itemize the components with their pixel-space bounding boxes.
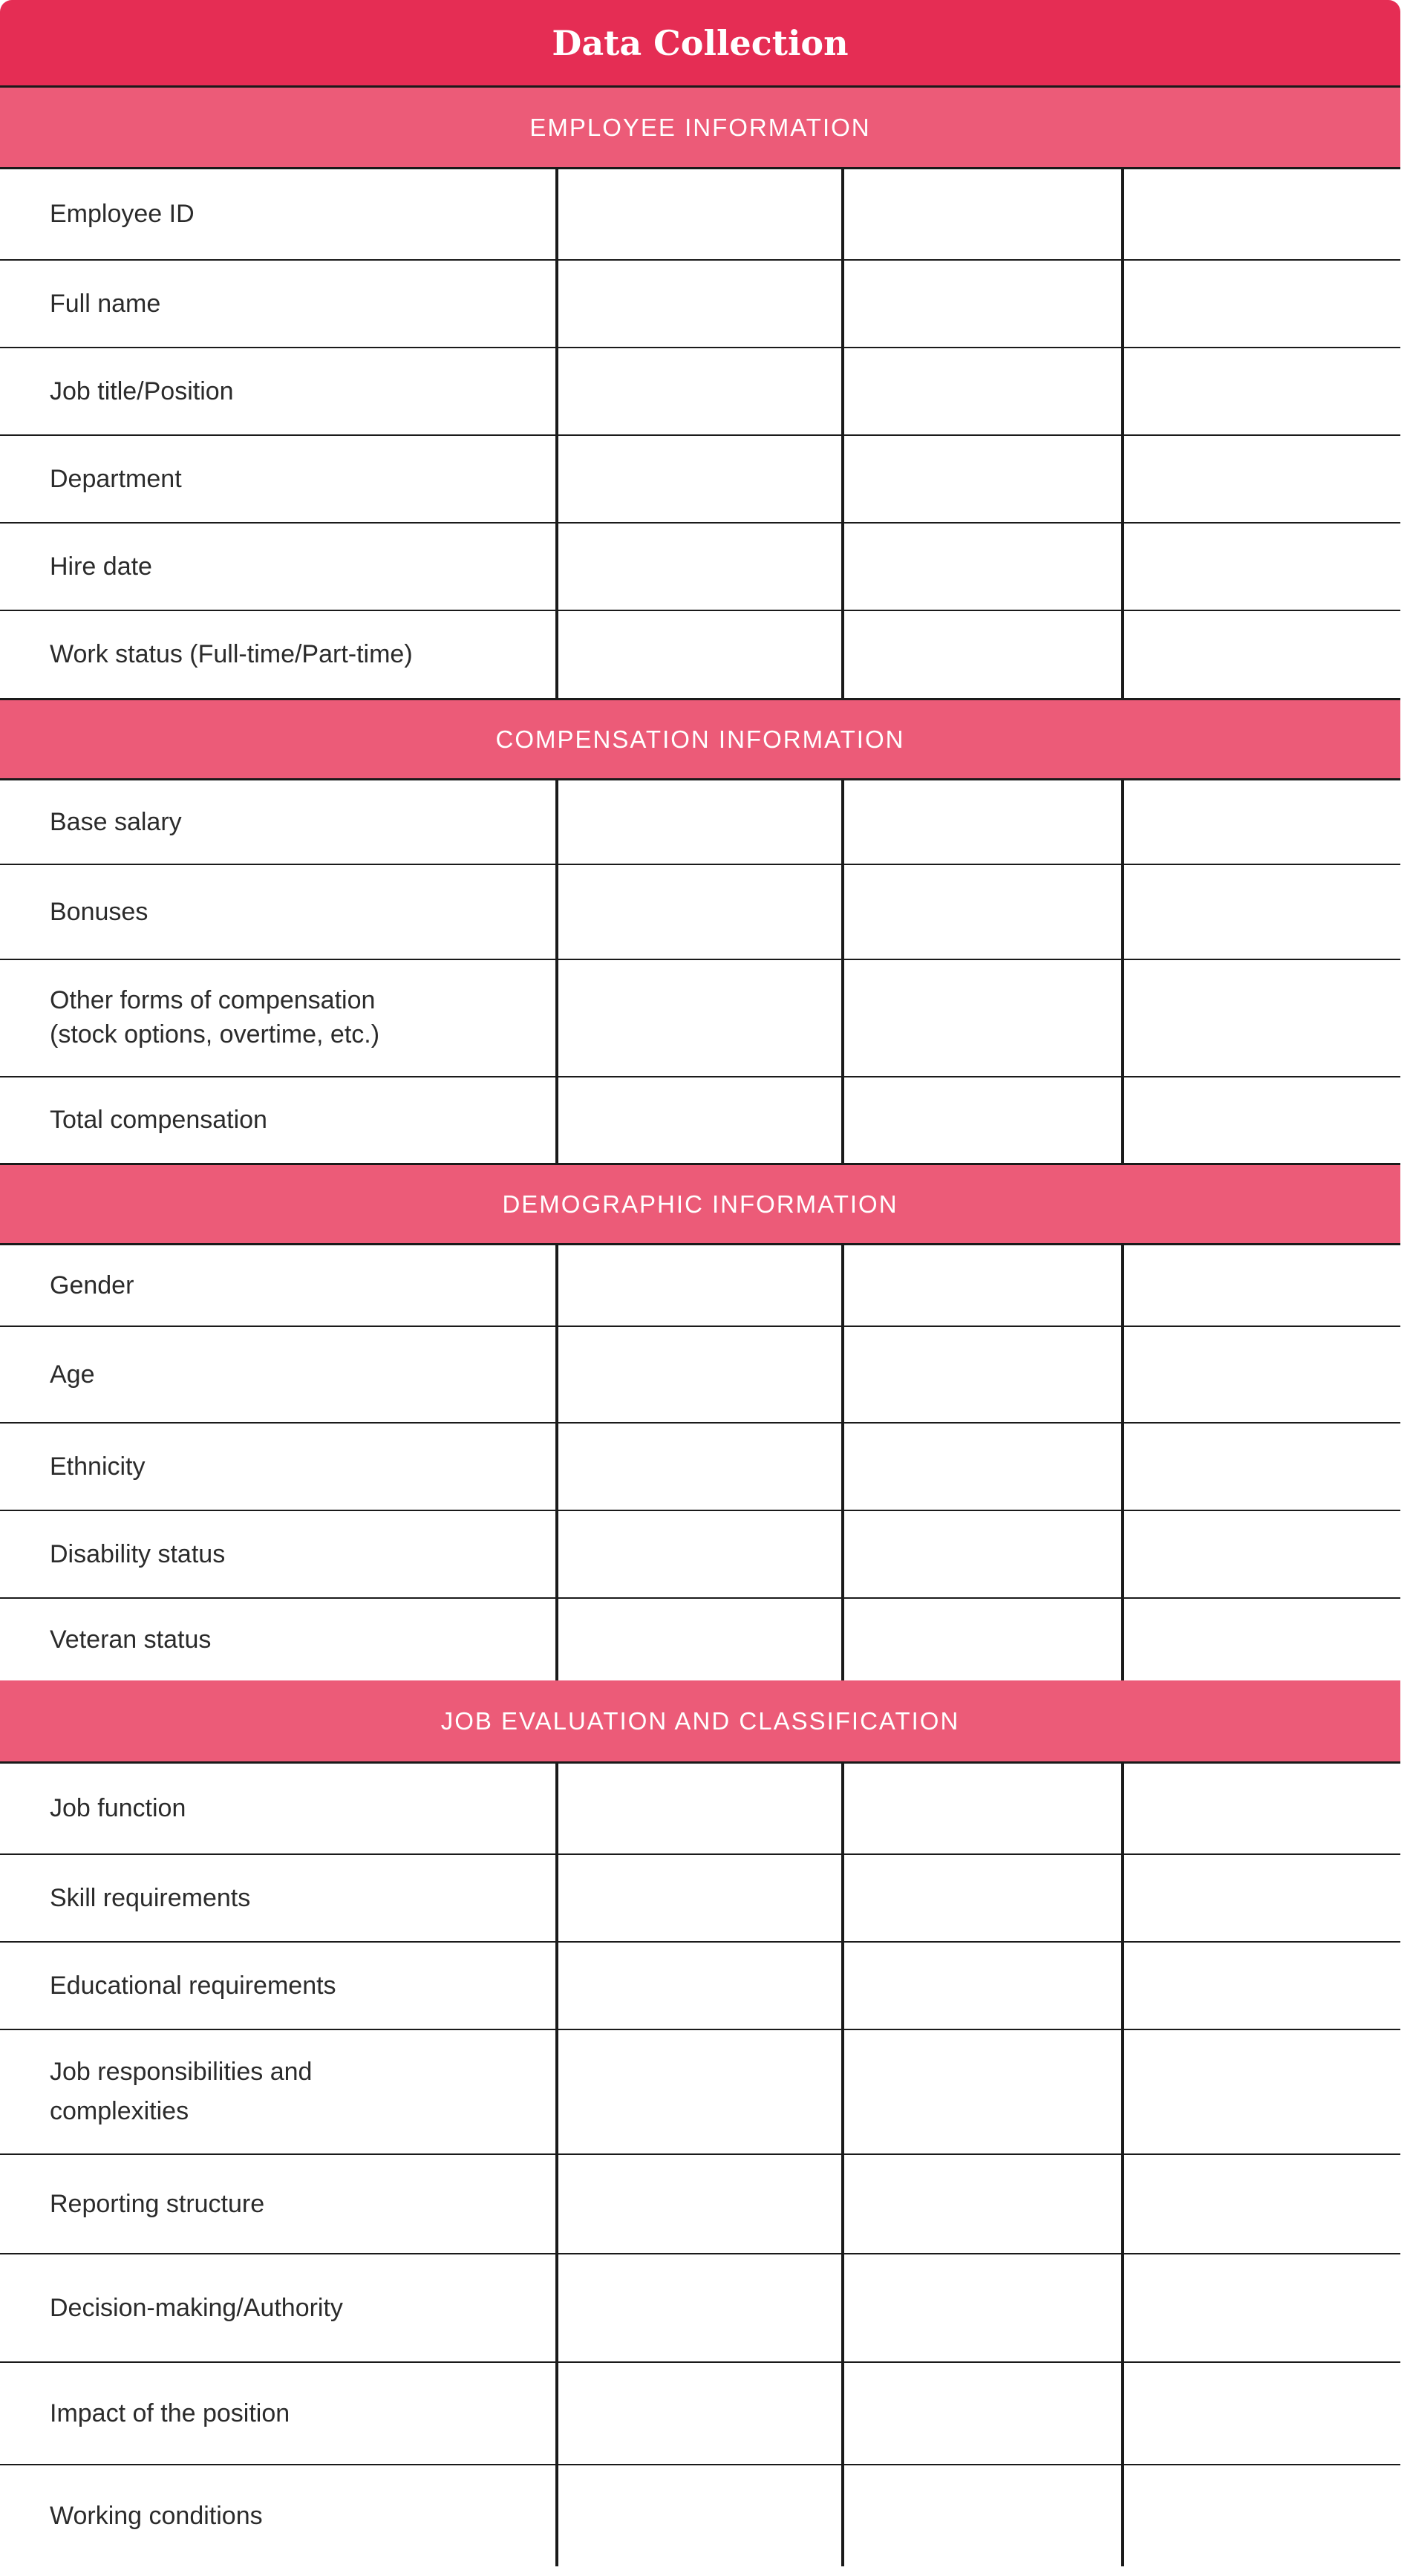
entry-cell[interactable] bbox=[841, 780, 1121, 864]
entry-cell[interactable] bbox=[841, 1764, 1121, 1853]
row-label: Ethnicity bbox=[50, 1452, 146, 1481]
table-row bbox=[0, 2030, 1400, 2155]
entry-cell[interactable] bbox=[555, 348, 841, 434]
entry-cell[interactable] bbox=[1121, 348, 1400, 434]
entry-cell[interactable] bbox=[555, 611, 841, 698]
entry-cell[interactable] bbox=[1121, 1327, 1400, 1422]
entry-cell[interactable] bbox=[841, 169, 1121, 259]
row-label: Skill requirements bbox=[50, 1883, 251, 1912]
entry-cell[interactable] bbox=[1121, 169, 1400, 259]
entry-cell[interactable] bbox=[841, 2465, 1121, 2566]
entry-cell[interactable] bbox=[555, 1943, 841, 2029]
entry-cell[interactable] bbox=[1121, 1424, 1400, 1510]
entry-cell[interactable] bbox=[555, 261, 841, 347]
table-row bbox=[0, 1764, 1400, 1855]
entry-cell[interactable] bbox=[841, 1424, 1121, 1510]
entry-cell[interactable] bbox=[555, 1764, 841, 1853]
entry-cell[interactable] bbox=[1121, 261, 1400, 347]
table-row bbox=[0, 169, 1400, 261]
entry-cell[interactable] bbox=[1121, 1764, 1400, 1853]
row-label: Reporting structure bbox=[50, 2189, 265, 2218]
row-label: Disability status bbox=[50, 1539, 226, 1568]
section-title: COMPENSATION INFORMATION bbox=[495, 725, 905, 753]
row-label: Working conditions bbox=[50, 2501, 263, 2530]
row-label: Job function bbox=[50, 1794, 186, 1823]
entry-cell[interactable] bbox=[555, 1511, 841, 1597]
table-row bbox=[0, 2465, 1400, 2566]
section-header-employee-information bbox=[0, 88, 1400, 169]
section-title: EMPLOYEE INFORMATION bbox=[529, 113, 871, 141]
row-label: Decision-making/Authority bbox=[50, 2293, 343, 2322]
table-row bbox=[0, 436, 1400, 524]
entry-cell[interactable] bbox=[1121, 865, 1400, 959]
row-label: Full name bbox=[50, 289, 161, 318]
entry-cell[interactable] bbox=[1121, 1855, 1400, 1941]
entry-cell[interactable] bbox=[841, 436, 1121, 522]
table-row bbox=[0, 348, 1400, 436]
entry-cell[interactable] bbox=[841, 1599, 1121, 1680]
table-row bbox=[0, 2363, 1400, 2465]
table-row bbox=[0, 865, 1400, 960]
entry-cell[interactable] bbox=[1121, 1077, 1400, 1163]
entry-cell[interactable] bbox=[841, 2030, 1121, 2153]
entry-cell[interactable] bbox=[1121, 524, 1400, 610]
entry-cell[interactable] bbox=[555, 865, 841, 959]
entry-cell[interactable] bbox=[555, 2030, 841, 2153]
row-label: Veteran status bbox=[50, 1625, 212, 1654]
entry-cell[interactable] bbox=[841, 960, 1121, 1076]
table-row bbox=[0, 1077, 1400, 1165]
entry-cell[interactable] bbox=[1121, 1943, 1400, 2029]
section-title: DEMOGRAPHIC INFORMATION bbox=[502, 1190, 898, 1218]
entry-cell[interactable] bbox=[555, 1424, 841, 1510]
entry-cell[interactable] bbox=[841, 1943, 1121, 2029]
entry-cell[interactable] bbox=[1121, 2363, 1400, 2464]
table-row bbox=[0, 524, 1400, 611]
section-header-demographic-information bbox=[0, 1165, 1400, 1245]
table-row bbox=[0, 1511, 1400, 1599]
table-row bbox=[0, 1327, 1400, 1424]
row-label: Age bbox=[50, 1360, 95, 1389]
entry-cell[interactable] bbox=[1121, 960, 1400, 1076]
entry-cell[interactable] bbox=[841, 1855, 1121, 1941]
table-row bbox=[0, 780, 1400, 865]
row-label: Job title/Position bbox=[50, 376, 234, 405]
row-label: Department bbox=[50, 464, 182, 493]
entry-cell[interactable] bbox=[841, 261, 1121, 347]
entry-cell[interactable] bbox=[841, 611, 1121, 698]
row-label: Gender bbox=[50, 1271, 134, 1300]
entry-cell[interactable] bbox=[1121, 2465, 1400, 2566]
entry-cell[interactable] bbox=[555, 780, 841, 864]
entry-cell[interactable] bbox=[555, 960, 841, 1076]
form-title: Data Collection bbox=[552, 22, 849, 63]
row-label: Job responsibilities and complexities bbox=[50, 2058, 313, 2125]
entry-cell[interactable] bbox=[1121, 1245, 1400, 1326]
entry-cell[interactable] bbox=[1121, 611, 1400, 698]
row-label: Base salary bbox=[50, 807, 182, 836]
entry-cell[interactable] bbox=[1121, 1599, 1400, 1680]
entry-cell[interactable] bbox=[555, 2465, 841, 2566]
entry-cell[interactable] bbox=[555, 436, 841, 522]
entry-cell[interactable] bbox=[1121, 436, 1400, 522]
title-bar bbox=[0, 0, 1400, 88]
entry-cell[interactable] bbox=[841, 1327, 1121, 1422]
section-title: JOB EVALUATION AND CLASSIFICATION bbox=[440, 1706, 960, 1735]
table-row bbox=[0, 261, 1400, 348]
entry-cell[interactable] bbox=[555, 524, 841, 610]
table-row bbox=[0, 1599, 1400, 1680]
section-header-compensation-information bbox=[0, 700, 1400, 780]
entry-cell[interactable] bbox=[1121, 1511, 1400, 1597]
table-row bbox=[0, 611, 1400, 700]
entry-cell[interactable] bbox=[555, 1327, 841, 1422]
table-row bbox=[0, 2155, 1400, 2254]
table-row bbox=[0, 1943, 1400, 2030]
entry-cell[interactable] bbox=[841, 524, 1121, 610]
entry-cell[interactable] bbox=[555, 2254, 841, 2361]
entry-cell[interactable] bbox=[555, 2155, 841, 2253]
entry-cell[interactable] bbox=[555, 2363, 841, 2464]
entry-cell[interactable] bbox=[841, 348, 1121, 434]
entry-cell[interactable] bbox=[555, 1855, 841, 1941]
row-label: Total compensation bbox=[50, 1106, 267, 1135]
section-header-job-evaluation bbox=[0, 1680, 1400, 1764]
row-label: Work status (Full-time/Part-time) bbox=[50, 640, 413, 669]
table-row bbox=[0, 1855, 1400, 1943]
entry-cell[interactable] bbox=[555, 1599, 841, 1680]
entry-cell[interactable] bbox=[1121, 2030, 1400, 2153]
entry-cell[interactable] bbox=[841, 1511, 1121, 1597]
entry-cell[interactable] bbox=[1121, 780, 1400, 864]
entry-cell[interactable] bbox=[841, 2155, 1121, 2253]
table-row bbox=[0, 1424, 1400, 1511]
row-label: Bonuses bbox=[50, 897, 148, 926]
table-row bbox=[0, 1245, 1400, 1327]
row-label: Employee ID bbox=[50, 200, 195, 229]
row-label: Other forms of compensation (stock options, overtime, etc.) bbox=[50, 986, 380, 1049]
entry-cell[interactable] bbox=[555, 1245, 841, 1326]
entry-cell[interactable] bbox=[555, 169, 841, 259]
entry-cell[interactable] bbox=[841, 865, 1121, 959]
row-label: Educational requirements bbox=[50, 1971, 336, 2000]
entry-cell[interactable] bbox=[841, 1077, 1121, 1163]
table-row bbox=[0, 960, 1400, 1077]
row-label: Impact of the position bbox=[50, 2399, 290, 2427]
row-label: Hire date bbox=[50, 552, 152, 581]
entry-cell[interactable] bbox=[555, 1077, 841, 1163]
entry-cell[interactable] bbox=[841, 1245, 1121, 1326]
entry-cell[interactable] bbox=[1121, 2155, 1400, 2253]
table-row bbox=[0, 2254, 1400, 2363]
entry-cell[interactable] bbox=[841, 2254, 1121, 2361]
entry-cell[interactable] bbox=[841, 2363, 1121, 2464]
entry-cell[interactable] bbox=[1121, 2254, 1400, 2361]
